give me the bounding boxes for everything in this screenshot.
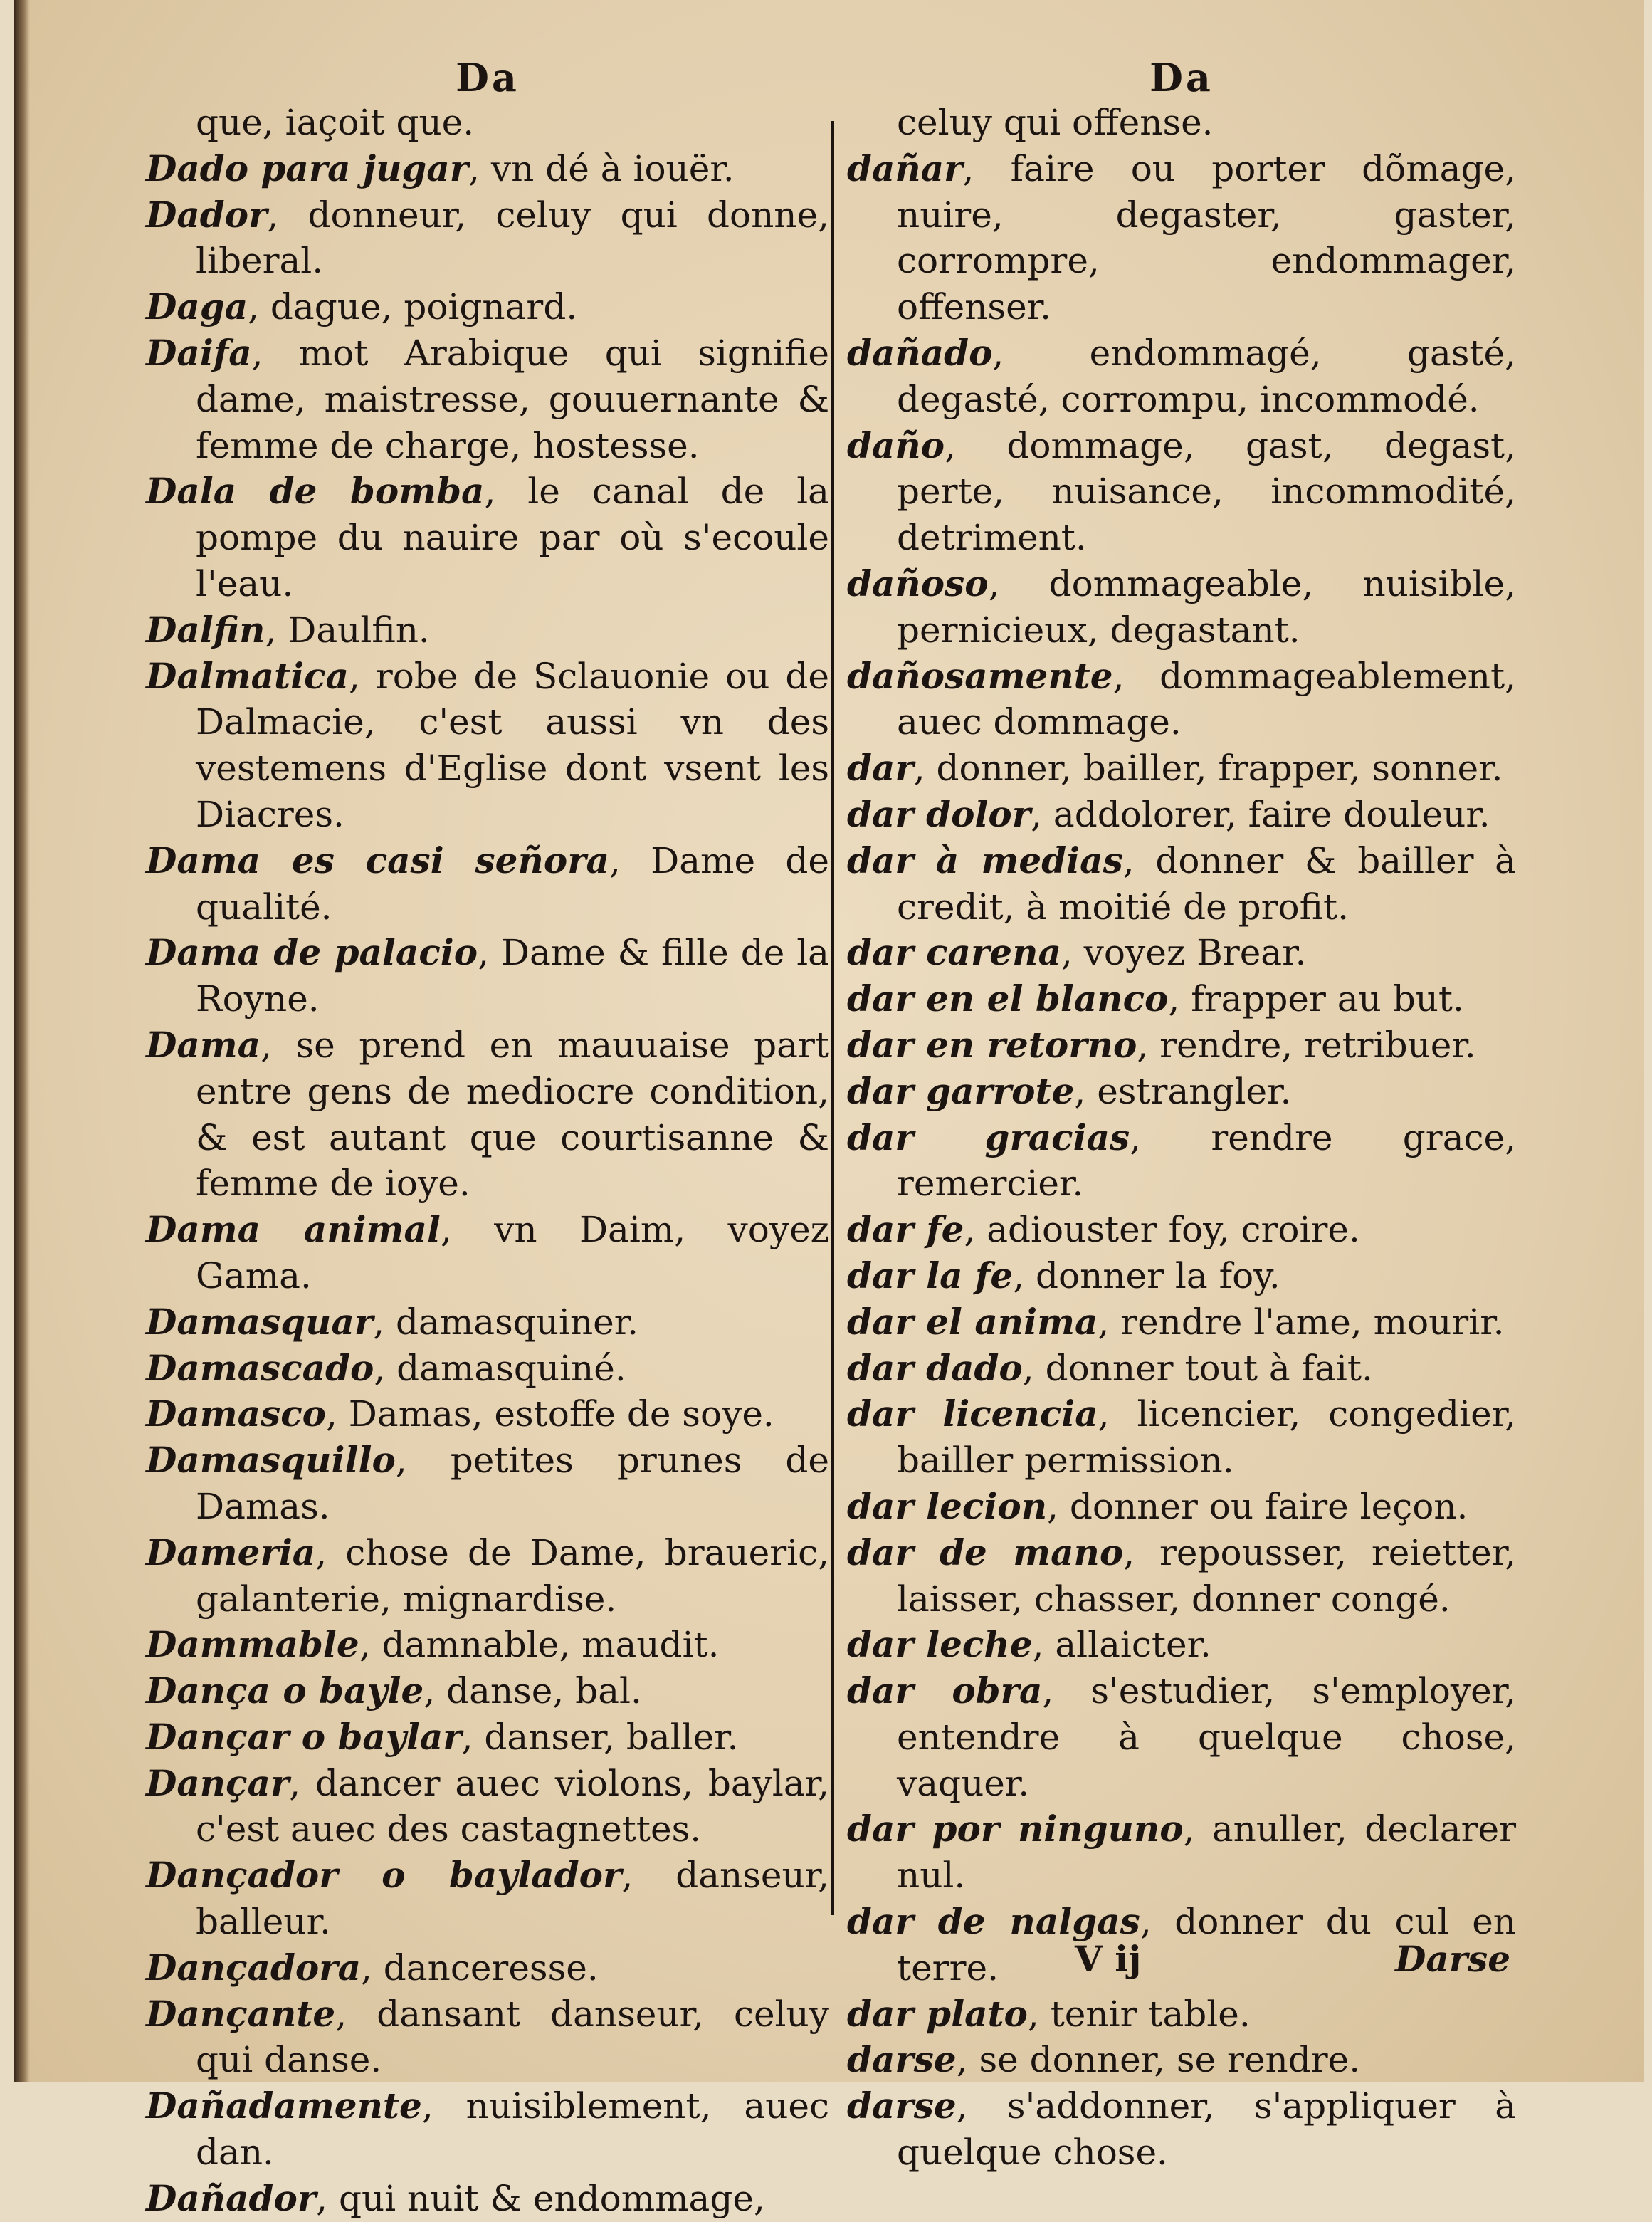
dictionary-entry [146,930,829,1022]
entry-definition: , vn Daim, voyez Gama. [196,1209,830,1296]
entry-headword: dar garrote [847,1069,1075,1112]
entry-definition: , tenir table. [1027,1993,1251,2035]
dictionary-entry [146,284,829,330]
book-page [14,0,1644,2219]
entry-definition: , Dame & fille de la Royne. [196,932,829,1020]
entry-definition: , dague, poignard. [248,286,578,328]
entry-headword: dar por ninguno [847,1808,1184,1850]
dictionary-entry [847,1253,1516,1299]
left-column [146,56,829,2222]
dictionary-entry [146,1852,829,1945]
dictionary-entry [146,1991,829,2084]
entry-headword: dañar [847,147,963,189]
entry-headword: Damasquar [146,1300,374,1343]
entry-definition: , le canal de la pompe du nauire par où s'ecoule l'eau. [196,471,829,604]
dictionary-entry [146,2176,829,2222]
entry-definition: , allaicter. [1032,1624,1211,1666]
right-running-head: Da [1149,55,1214,100]
entry-headword: Dançador o baylador [146,1854,622,1897]
entry-definition: , mot Arabique qui signifie dame, maistresse, gouuernante & femme de charge, hostesse. [196,332,829,466]
entry-definition: , frapper au but. [1168,978,1464,1020]
entry-definition: , donner & bailler à credit, à moitié de profit. [897,839,1516,928]
entry-headword: dar lecion [847,1484,1048,1527]
dictionary-entry [146,1714,829,1761]
entry-definition: , donner, bailler, frapper, sonner. [913,748,1503,790]
dictionary-entry [847,838,1516,931]
entry-definition: , danceresse. [361,1946,599,1988]
entry-headword: dañado [847,331,993,374]
catchword: Darse [1395,1938,1511,1980]
entry-definition: , danser, baller. [461,1716,739,1758]
dictionary-entry [847,2037,1516,2083]
dictionary-entry [146,1299,829,1346]
dictionary-entry [146,1945,829,1991]
entry-headword: Dama es casi señora [146,839,609,881]
entry-headword: dar à medias [847,839,1123,881]
dictionary-entry [847,792,1516,838]
dictionary-entry [146,654,829,838]
dictionary-entry [146,468,829,607]
entry-headword: Dameria [146,1531,316,1573]
right-column [847,56,1516,2176]
entry-headword: dar obra [847,1670,1043,1712]
entry-headword: Dammable [146,1623,359,1666]
entry-headword: dar de nalgas [847,1900,1140,1943]
dictionary-entry [847,1115,1516,1207]
entry-definition: , petites prunes de Damas. [196,1440,829,1527]
dictionary-entry [146,607,829,654]
dictionary-entry [847,100,1516,146]
entry-headword: Dançadora [146,1946,362,1988]
entry-definition: , adiouster foy, croire. [964,1209,1360,1251]
signature-mark: V ij [1075,1938,1142,1980]
entry-definition: , dommageable, nuisible, pernicieux, degastant. [897,562,1516,651]
dictionary-entry [847,1299,1516,1346]
entry-definition: , donner ou faire leçon. [1047,1485,1468,1527]
entry-definition: , damasquiner. [373,1301,639,1343]
entry-definition: , faire ou porter dõmage, nuire, degaster, gaster, corrompre, endommager, offenser. [897,147,1516,328]
entry-definition: , rendre l'ame, mourir. [1098,1301,1505,1343]
entry-headword: Dançar [146,1761,290,1804]
entry-headword: Damascado [146,1346,374,1389]
entry-headword: daño [847,424,945,466]
page-gutter [14,0,30,2082]
dictionary-entry [146,1391,829,1437]
entry-definition: celuy qui offense. [897,102,1214,143]
entry-definition: , dancer auec violons, baylar, c'est auec des castagnettes. [196,1762,829,1850]
entry-definition: , damnable, maudit. [359,1624,720,1666]
dictionary-entry [847,1069,1516,1115]
entry-definition: , estrangler. [1074,1070,1292,1112]
entry-definition: , anuller, declarer nul. [897,1808,1517,1897]
entry-headword: Dama [146,1023,261,1066]
entry-headword: Dama animal [146,1208,441,1251]
entry-definition: , rendre grace, remercier. [897,1116,1516,1205]
entry-headword: dar [847,747,914,790]
entry-definition: , Damas, estoffe de soye. [326,1393,774,1435]
column-rule [831,121,834,1915]
entry-headword: Damasco [146,1393,327,1435]
entry-definition: , se prend en mauuaise part entre gens de mediocre condition, & est autant que courtisanne & femme de ioye. [196,1024,829,1205]
entry-headword: dar en retorno [847,1023,1137,1066]
dictionary-entry [847,976,1516,1022]
entry-definition: , donner du cul en terre. [897,1901,1517,1988]
entry-headword: Dalfin [146,608,265,651]
entry-headword: Dança o bayle [146,1670,424,1712]
dictionary-entry [847,330,1516,423]
dictionary-entry [146,1761,829,1853]
entry-headword: Dama de palacio [146,931,478,974]
dictionary-entry [146,838,829,931]
right-entries [847,100,1516,2176]
dictionary-entry [146,1530,829,1623]
dictionary-entry [847,1022,1516,1069]
dictionary-entry [146,330,829,468]
dictionary-entry [847,1991,1516,2038]
entry-definition: , s'estudier, s'employer, entendre à quelque chose, vaquer. [897,1670,1516,1804]
entry-definition: , chose de Dame, braueric, galanterie, mignardise. [196,1531,829,1620]
entry-headword: Dañador [146,2176,317,2219]
entry-definition: , nuisiblement, auec dan. [196,2085,829,2174]
entry-headword: dar dado [847,1346,1023,1389]
entry-headword: Dançar o baylar [146,1715,462,1758]
entry-definition: , donner la foy. [1013,1254,1280,1296]
entry-definition: , repousser, reietter, laisser, chasser, donner congé. [897,1531,1517,1620]
entry-definition: , licencier, congedier, bailler permission. [897,1393,1517,1482]
entry-definition: , damasquiné. [374,1347,626,1389]
dictionary-entry [146,1207,829,1299]
entry-headword: Daifa [146,331,252,374]
dictionary-entry [146,100,829,146]
entry-definition: , endommagé, gasté, degasté, corrompu, incommodé. [897,332,1516,420]
entry-definition: , donneur, celuy qui donne, liberal. [196,194,829,282]
dictionary-entry [847,1484,1516,1530]
left-entries [146,100,829,2222]
entry-headword: Dançante [146,1992,336,2035]
entry-definition: , robe de Sclauonie ou de Dalmacie, c'est aussi vn des vestemens d'Eglise dont vsent les Diacres. [196,655,829,835]
entry-headword: darse [847,2038,957,2081]
left-running-head: Da [456,55,520,100]
entry-definition: , danseur, balleur. [196,1855,830,1943]
entry-definition: que, iaçoit que. [196,102,475,143]
dictionary-entry [146,1622,829,1668]
dictionary-entry [146,1668,829,1714]
entry-headword: Daga [146,285,248,328]
entry-headword: dañosamente [847,654,1113,697]
entry-headword: Dado para jugar [146,147,469,189]
entry-headword: dar en el blanco [847,978,1169,1020]
dictionary-entry [847,1391,1516,1484]
dictionary-entry [847,1207,1516,1253]
entry-headword: Damasquillo [146,1439,396,1482]
dictionary-entry [847,745,1516,792]
dictionary-entry [847,1622,1516,1668]
dictionary-entry [847,1668,1516,1806]
entry-definition: , dommage, gast, degast, perte, nuisance, incommodité, detriment. [897,424,1516,559]
dictionary-entry [847,146,1516,330]
entry-definition: , addolorer, faire douleur. [1031,793,1490,835]
entry-headword: dar el anima [847,1300,1098,1343]
entry-headword: Dala de bomba [146,470,485,513]
entry-headword: dar leche [847,1623,1033,1666]
entry-headword: dañoso [847,562,989,604]
entry-headword: dar fe [847,1208,964,1251]
entry-headword: dar plato [847,1992,1028,2035]
entry-headword: dar de mano [847,1531,1124,1573]
dictionary-entry [146,1346,829,1392]
dictionary-entry [146,2083,829,2176]
dictionary-entry [847,2083,1516,2176]
entry-definition: , dommageablement, auec dommage. [897,655,1516,743]
entry-definition: , Daulfin. [265,609,430,651]
entry-definition: , qui nuit & endommage, [316,2177,765,2219]
dictionary-entry [847,423,1516,561]
entry-headword: dar dolor [847,792,1031,835]
entry-definition: , Dame de qualité. [196,839,829,928]
entry-definition: , vn dé à iouër. [468,147,735,189]
dictionary-entry [146,192,829,285]
entry-definition: , s'addonner, s'appliquer à quelque chose. [897,2085,1516,2174]
dictionary-entry [146,146,829,192]
dictionary-entry [847,1530,1516,1623]
dictionary-entry [146,1022,829,1207]
entry-headword: Dañadamente [146,2085,422,2127]
dictionary-entry [146,1437,829,1530]
entry-headword: dar licencia [847,1393,1098,1435]
entry-headword: dar gracias [847,1116,1130,1158]
dictionary-entry [847,930,1516,976]
entry-definition: , rendre, retribuer. [1137,1024,1476,1066]
entry-definition: , dansant danseur, celuy qui danse. [196,1993,829,2081]
entry-headword: Dalmatica [146,654,349,697]
entry-headword: dar carena [847,931,1061,974]
dictionary-entry [847,654,1516,746]
entry-headword: darse [847,2085,957,2127]
entry-definition: , se donner, se rendre. [956,2039,1361,2081]
entry-headword: dar la fe [847,1254,1014,1296]
entry-definition: , danse, bal. [423,1670,642,1712]
dictionary-entry [847,1806,1516,1899]
dictionary-entry [847,561,1516,654]
entry-headword: Dador [146,193,268,236]
entry-definition: , voyez Brear. [1061,932,1307,974]
dictionary-entry [847,1346,1516,1392]
entry-definition: , donner tout à fait. [1022,1347,1373,1389]
